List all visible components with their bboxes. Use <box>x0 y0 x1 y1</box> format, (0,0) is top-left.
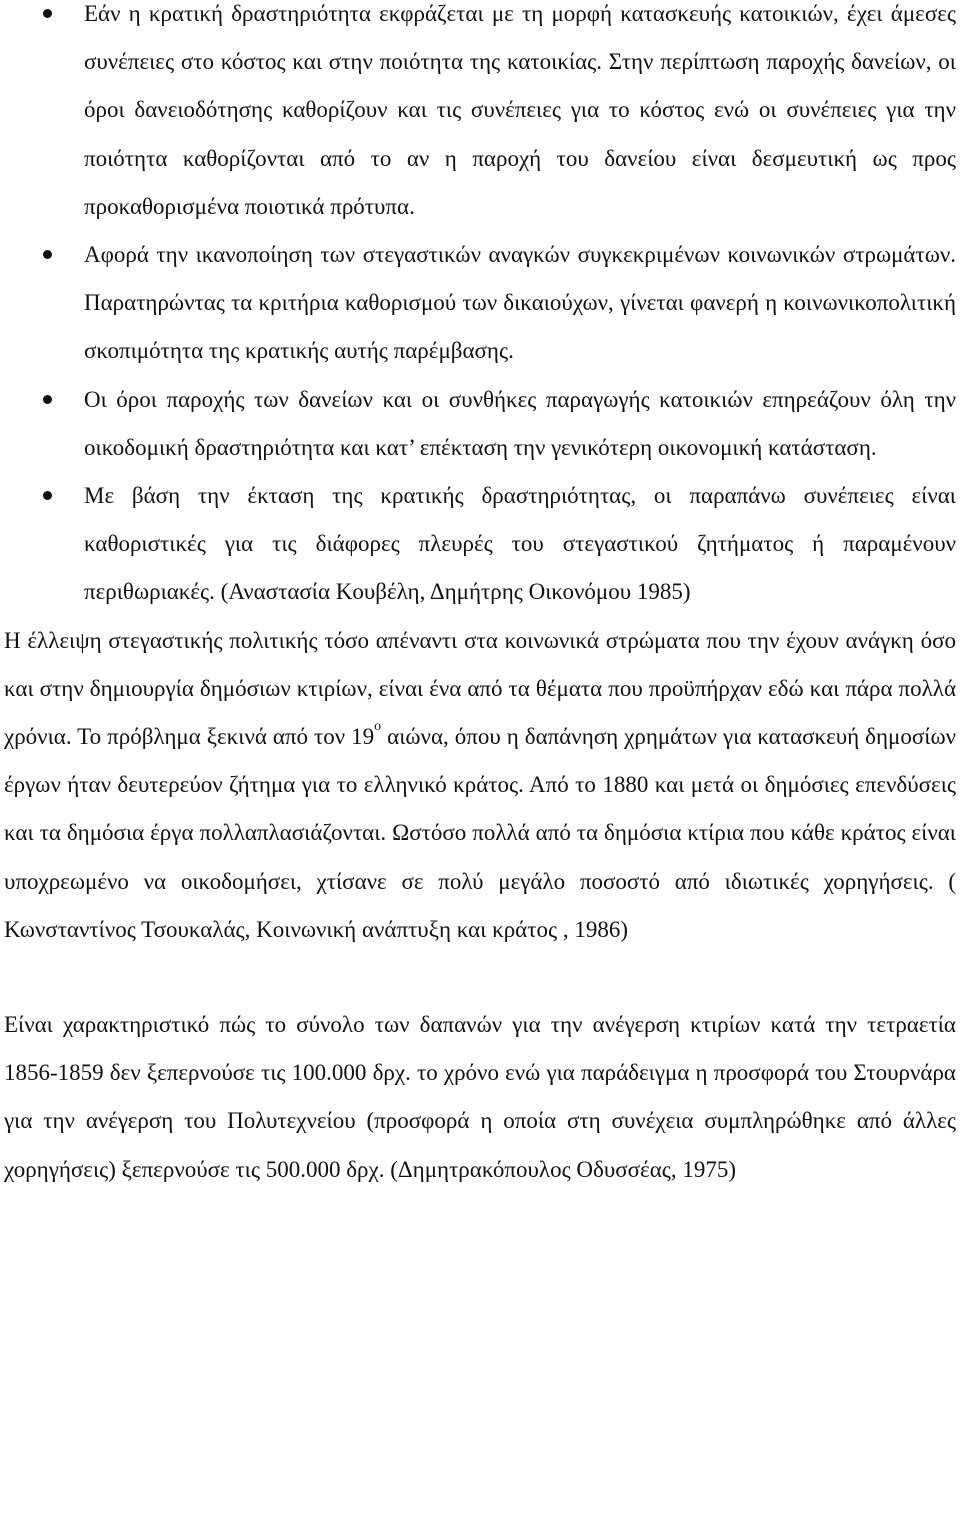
paragraph-gap <box>4 954 956 1001</box>
bullet-item-4 <box>4 472 956 617</box>
body-paragraph-1 <box>4 617 956 954</box>
paragraph-text-continued: αιώνα, όπου η δαπάνηση χρημάτων για κατασκευή δημοσίων έργων ήταν δευτερεύον ζήτημα για το ελληνικό κράτος. Από το 1880 και μετά οι δημόσιες επενδύσεις και τα δημόσια έργα πολλαπλασιάζονται. Ωστόσο πολλά από τα δημόσια κτίρια που κάθε κράτος είναι υποχρεωμένο να οικοδομήσει, χτίσανε σε πολύ μεγάλο ποσοστό από ιδιωτικές χορηγήσεις. ( Κωνσταντίνος Τσουκαλάς, Κοινωνική ανάπτυξη και κράτος , 1986) <box>4 724 957 942</box>
bullet-item-2 <box>4 231 956 376</box>
bullet-text: Με βάση την έκταση της κρατικής δραστηριότητας, οι παραπάνω συνέπειες είναι καθοριστικές για τις διάφορες πλευρές του στεγαστικού ζητήματος ή παραμένουν περιθωριακές. (Αναστασία Κουβέλη, Δημήτρης Οικονόμου 1985) <box>84 483 956 605</box>
bullet-text: Οι όροι παροχής των δανείων και οι συνθήκες παραγωγής κατοικιών επηρεάζουν όλη την οικοδομική δραστηριότητα και κατ’ επέκταση την γενικότερη οικονομική κατάσταση. <box>84 386 956 460</box>
bullet-dot-icon <box>43 491 52 500</box>
bullet-text: Αφορά την ικανοποίηση των στεγαστικών αναγκών συγκεκριμένων κοινωνικών στρωμάτων. Παρατηρώντας τα κριτήρια καθορισμού των δικαιούχων, γίνεται φανερή η κοινωνικοπολιτική σκοπιμότητα της κρατικής αυτής παρέμβασης. <box>84 242 956 364</box>
bullet-dot-icon <box>43 250 52 259</box>
bullet-text: Εάν η κρατική δραστηριότητα εκφράζεται με τη μορφή κατασκευής κατοικιών, έχει άμεσες συνέπειες στο κόστος και στην ποιότητα της κατοικίας. Στην περίπτωση παροχής δανείων, οι όροι δανειοδότησης καθορίζουν και τις συνέπειες για το κόστος ενώ οι συνέπειες για την ποιότητα καθορίζονται από το αν η παροχή του δανείου είναι δεσμευτική ως προς προκαθορισμένα ποιοτικά πρότυπα. <box>84 1 956 219</box>
paragraph-text: Η έλλειψη στεγαστικής πολιτικής τόσο απέναντι στα κοινωνικά στρώματα που την έχουν ανάγκη όσο και στην δημιουργία δημόσιων κτιρίων, είναι ένα από τα θέματα που προϋπήρχαν εδώ και πάρα πολλά χρόνια. Το πρόβλημα ξεκινά από τον 19 <box>4 627 956 750</box>
body-paragraph-2 <box>4 1001 956 1194</box>
bullet-dot-icon <box>43 9 52 18</box>
paragraph-text: Είναι χαρακτηριστικό πώς το σύνολο των δαπανών για την ανέγερση κτιρίων κατά την τετραετία 1856-1859 δεν ξεπερνούσε τις 100.000 δρχ. το χρόνο ενώ για παράδειγμα η προσφορά του Στουρνάρα για την ανέγερση του Πολυτεχνείου (προσφορά η οποία στη συνέχεια συμπληρώθηκε από άλλες χορηγήσεις) ξεπερνούσε τις 500.000 δρχ. (Δημητρακόπουλος Οδυσσέας, 1975) <box>4 1012 956 1182</box>
bullet-item-1 <box>4 0 956 231</box>
bullet-list <box>4 0 956 617</box>
superscript-ordinal: ο <box>374 719 382 735</box>
bullet-dot-icon <box>43 395 52 404</box>
bullet-item-3 <box>4 376 956 472</box>
